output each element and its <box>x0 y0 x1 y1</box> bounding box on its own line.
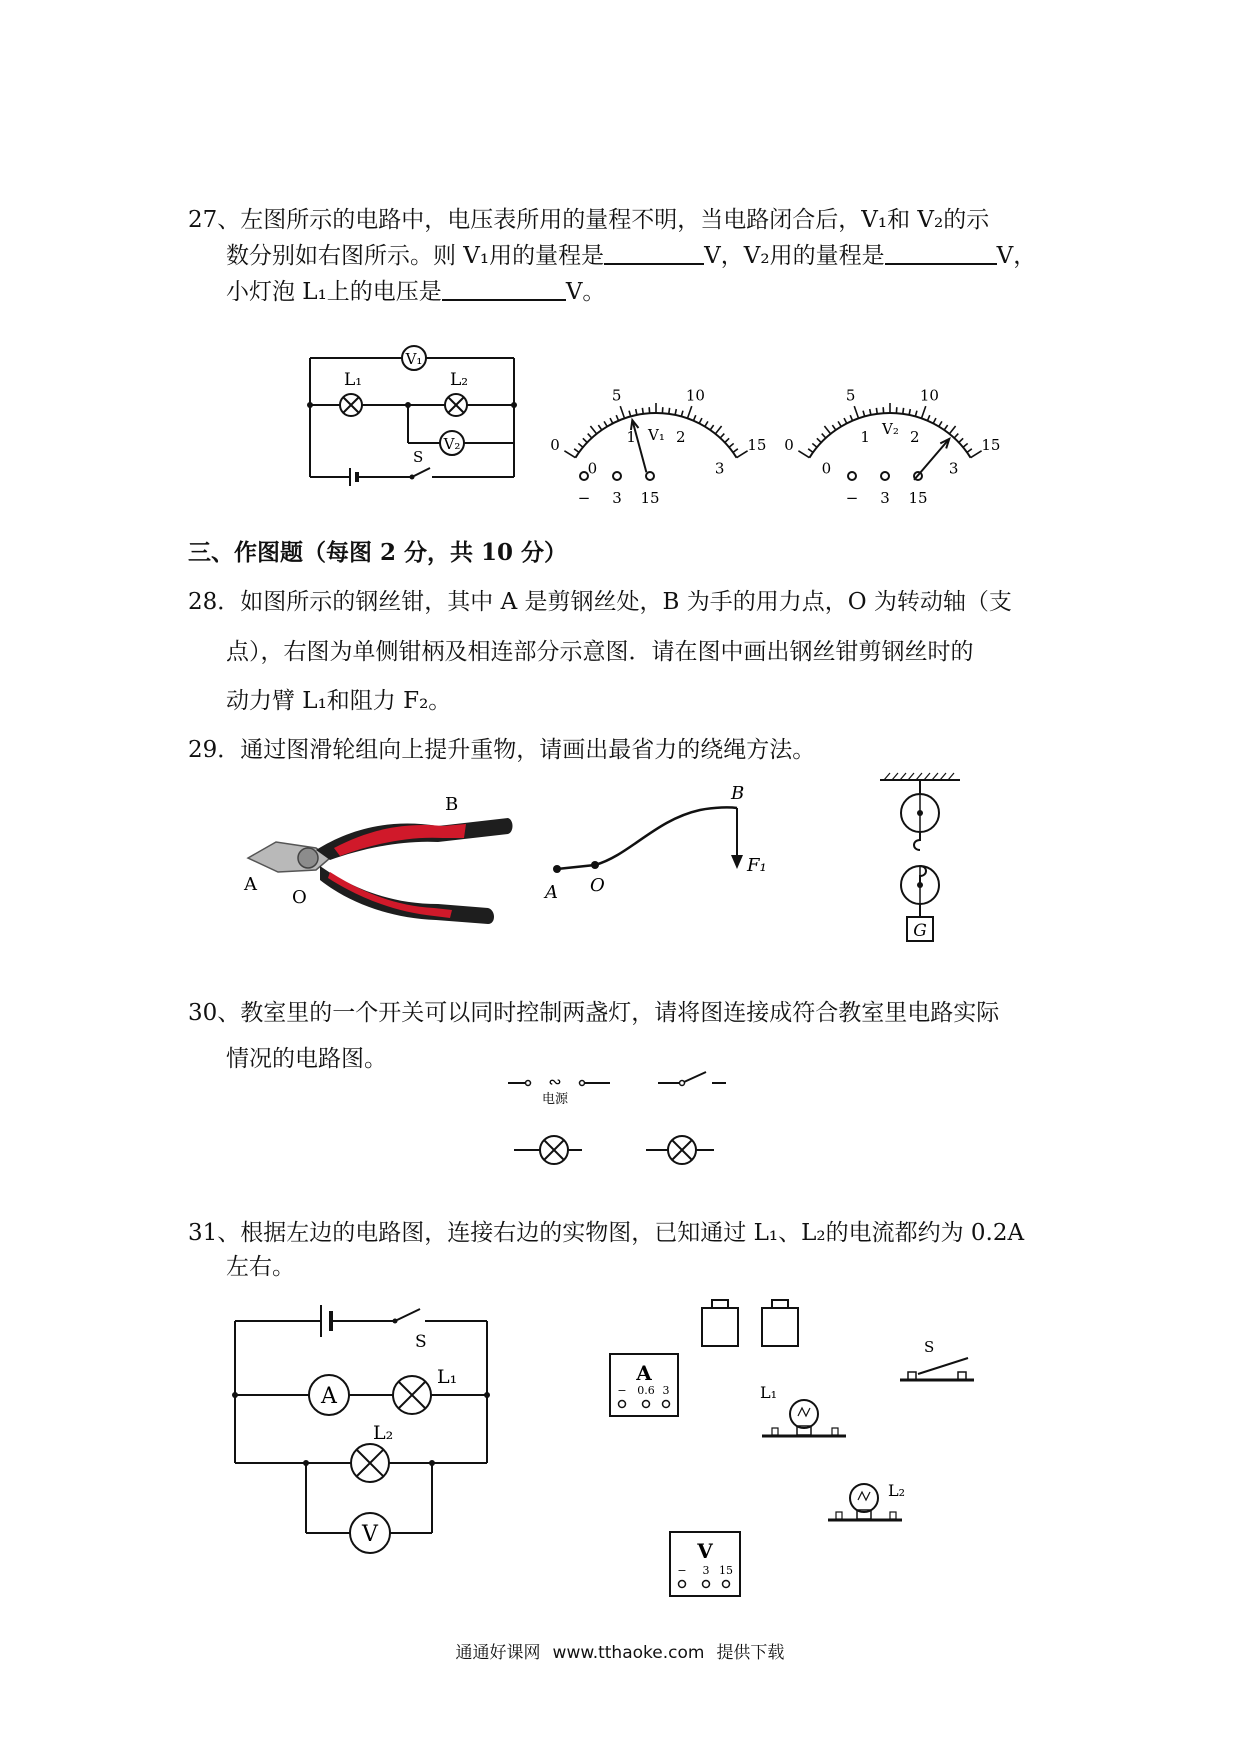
lever-schematic <box>535 785 775 905</box>
bulb-l2-label: L₂ <box>888 1481 906 1500</box>
q31-line1 <box>188 1218 1024 1248</box>
q27-dial-v2-tick <box>921 406 925 418</box>
q31-circuit-label-l1: L₁ <box>437 1366 458 1388</box>
ammeter-device-label: A <box>636 1361 652 1385</box>
footer-url[interactable]: www.tthaoke.com <box>552 1643 705 1663</box>
q31-circuit-label-a: A <box>321 1384 337 1409</box>
q27-dial-v2-tick <box>832 425 835 430</box>
q27-text-2c: V， <box>996 243 1037 269</box>
answer-blank-v1-range[interactable] <box>604 241 704 265</box>
voltmeter-terminal-3: 3 <box>702 1564 710 1577</box>
lever-label-a: A <box>545 882 558 903</box>
q27-dial-v1-tick <box>574 449 579 453</box>
q27-dial-v2-tick <box>927 415 929 421</box>
pliers-label-b: B <box>445 794 459 815</box>
q27-text-3b: V。 <box>565 279 606 305</box>
ammeter-terminal-negative: − <box>617 1384 627 1397</box>
q28-text-1: 如图所示的钢丝钳，其中 A 是剪钢丝处，B 为手的用力点，O 为转动轴（支 <box>240 589 1012 615</box>
pliers-label-a: A <box>244 874 257 895</box>
q27-text-1: 左图所示的电路中，电压表所用的量程不明，当电路闭合后，V₁和 V₂的示 <box>240 207 990 233</box>
q27-dial-v1-tick <box>636 409 637 415</box>
q27-dial-v1-terminal-15: 15 <box>640 489 660 507</box>
lever-arm <box>557 807 737 869</box>
q27-dial-v2-tick <box>933 418 936 423</box>
q27-dial-v1-tick <box>583 438 587 442</box>
q30-components <box>500 1068 750 1173</box>
q27-dial-v2-bottom-tick-label: 2 <box>910 428 920 447</box>
q27-dial-v2-tick <box>824 426 830 434</box>
q27-dial-v1-tick <box>715 426 721 434</box>
q27-dial-v1-tick <box>737 451 748 458</box>
q30-line1 <box>188 998 999 1028</box>
q27-dial-v2-tick <box>909 409 910 415</box>
q31-number: 31、 <box>188 1220 241 1246</box>
ammeter-terminal-3: 3 <box>662 1384 670 1397</box>
q27-line1 <box>188 205 989 235</box>
q27-dial-v1-tick <box>675 409 676 415</box>
q27-dial-v1-tick <box>720 434 724 438</box>
lever-label-f1: F₁ <box>747 855 767 876</box>
q27-dial-v1-terminal-negative: − <box>577 489 591 507</box>
q27-dial-v2-top-tick-label: 10 <box>919 386 939 405</box>
q28-line1 <box>188 587 1012 617</box>
q27-dial-v2-terminal-3: 3 <box>880 489 890 507</box>
q28-line3: 动力臂 L₁和阻力 F₂。 <box>226 688 452 714</box>
q27-dial-v1-bottom-tick-label: 3 <box>714 459 725 478</box>
q27-dial-v1-top-tick-label: 5 <box>611 386 622 405</box>
q27-dial-v1-tick <box>564 451 575 458</box>
q31-circuit-label-s: S <box>415 1332 427 1352</box>
q27-dial-v2-tick <box>854 406 858 418</box>
answer-blank-l1-voltage[interactable] <box>442 277 566 301</box>
q27-dial-v2-tick <box>949 426 955 434</box>
knife-switch-label: S <box>924 1338 935 1356</box>
q27-dial-v1-label: V₁ <box>648 426 665 444</box>
q29-line1 <box>188 735 815 765</box>
q27-dial-v1-bottom-tick-label: 2 <box>676 428 686 447</box>
q27-dial-v2-tick <box>971 451 982 458</box>
pliers-label-o: O <box>292 887 307 908</box>
ammeter-terminal-0-6: 0.6 <box>637 1384 655 1397</box>
q27-dial-v1-tick <box>616 415 618 421</box>
q27-text-2b: V，V₂用的量程是 <box>704 243 885 269</box>
q27-dial-v2-tick <box>967 449 972 453</box>
q27-dial-v2-tick <box>844 418 847 423</box>
q30-line2: 情况的电路图。 <box>226 1046 387 1072</box>
lever-label-b: B <box>731 783 745 804</box>
q27-dial-v1-tick <box>620 406 624 418</box>
footer-suffix: 提供下载 <box>716 1643 785 1663</box>
q27-dial-v1-tick <box>733 449 738 453</box>
q27-dial-v2-label: V₂ <box>882 420 899 438</box>
q27-dial-v2-tick <box>838 421 841 426</box>
q27-dial-v1-tick <box>604 421 607 426</box>
q27-dial-v2-tick <box>963 443 968 447</box>
q27-dial-v2-top-tick-label: 5 <box>845 386 856 405</box>
q27-dial-v1-tick <box>693 415 695 421</box>
q27-dial-v2-tick <box>954 434 958 438</box>
q27-dial-v1-tick <box>590 426 596 434</box>
q27-dial-v2-tick <box>915 411 917 417</box>
q27-dial-v2-tick <box>863 411 865 417</box>
voltmeter-terminal-negative: − <box>677 1564 687 1577</box>
q30-text-1: 教室里的一个开关可以同时控制两盏灯，请将图连接成符合教室里电路实际 <box>240 1000 1000 1026</box>
q27-dial-v2-top-tick-label: 0 <box>784 435 794 454</box>
voltmeter-device-label: V <box>697 1539 713 1563</box>
q27-dial-v1-tick <box>578 443 583 447</box>
ac-source-label: 电源 <box>541 1092 569 1107</box>
pulley-system <box>868 770 988 960</box>
q27-dial-v1-bottom-tick-label: 0 <box>587 459 598 478</box>
q27-number: 27、 <box>188 207 241 233</box>
q27-dial-v2 <box>782 358 1002 508</box>
q27-dial-v1-tick <box>729 443 734 447</box>
q27-dial-v2-tick <box>939 421 942 426</box>
q28-number: 28． <box>188 589 241 615</box>
q27-dial-v2-terminal-negative: − <box>845 489 859 507</box>
lever-label-o: O <box>590 875 605 896</box>
bulb-l2 <box>850 1484 878 1512</box>
q27-dial-v1-tick <box>687 406 691 418</box>
q27-circuit-diagram <box>300 340 530 485</box>
footer-site-name: 通通好课网 <box>455 1643 541 1663</box>
pliers-lower-handle <box>320 866 494 924</box>
q27-dial-v2-tick <box>822 434 826 438</box>
q27-dial-v2-tick <box>944 425 947 430</box>
q27-dial-v1-tick <box>588 434 592 438</box>
q27-dial-v1-top-tick-label: 10 <box>685 386 705 405</box>
q27-dial-v1-tick <box>642 408 643 414</box>
q27-dial-v2-top-tick-label: 15 <box>981 435 1001 454</box>
q27-dial-v1-top-tick-label: 0 <box>550 435 560 454</box>
q27-line2 <box>226 241 1036 271</box>
q27-line3 <box>226 277 605 307</box>
q31-circuit-diagram <box>225 1285 500 1575</box>
q28-line2: 点），右图为单侧钳柄及相连部分示意图．请在图中画出钢丝钳剪钢丝时的 <box>226 639 974 665</box>
q27-dial-v1-tick <box>725 438 729 442</box>
q27-text-3a: 小灯泡 L₁上的电压是 <box>226 279 442 305</box>
page-footer <box>0 1638 1240 1663</box>
q31-line2: 左右。 <box>226 1254 295 1280</box>
q27-dial-v2-tick <box>903 408 904 414</box>
battery-cell-1 <box>702 1308 738 1346</box>
pliers-illustration <box>238 790 518 925</box>
q27-dial-v1-tick <box>705 421 708 426</box>
q29-number: 29． <box>188 737 241 763</box>
bulb-l1-label: L₁ <box>760 1383 778 1402</box>
q27-dial-v2-tick <box>876 408 877 414</box>
q27-dial-v2-tick <box>817 438 821 442</box>
q27-circuit-label-l2: L₂ <box>450 370 469 390</box>
q27-dial-v2-tick <box>850 415 852 421</box>
movable-pulley-hook <box>920 866 926 884</box>
lever-point-o <box>591 861 599 869</box>
section-3-title: 三、作图题（每图 2 分，共 10 分） <box>188 539 568 566</box>
q27-circuit-label-v2: V₂ <box>443 435 461 453</box>
q27-dial-v1 <box>548 358 768 508</box>
q27-circuit-label-l1: L₁ <box>344 370 363 390</box>
q30-number: 30、 <box>188 1000 241 1026</box>
battery-cell-2 <box>762 1308 798 1346</box>
q31-circuit-label-l2: L₂ <box>373 1422 394 1444</box>
q27-dial-v2-bottom-tick-label: 0 <box>821 459 832 478</box>
bulb-l1 <box>790 1400 818 1428</box>
q27-dial-v2-tick <box>870 409 871 415</box>
q27-dial-v2-terminal-15: 15 <box>908 489 928 507</box>
q27-dial-v1-tick <box>710 425 713 430</box>
q31-circuit-label-v: V <box>362 1522 378 1547</box>
fixed-pulley-hook <box>914 832 920 850</box>
answer-blank-v2-range[interactable] <box>885 241 997 265</box>
voltmeter-terminal-15: 15 <box>719 1564 733 1577</box>
q27-dial-v1-tick <box>669 408 670 414</box>
weight-label-g: G <box>913 921 927 941</box>
q27-dial-v1-tick <box>598 425 601 430</box>
q27-circuit-label-v1: V₁ <box>405 350 423 368</box>
ac-source-symbol: ∾ <box>548 1072 562 1091</box>
q27-dial-v2-tick <box>959 438 963 442</box>
lever-point-a <box>553 865 561 873</box>
q27-dial-v1-tick <box>610 418 613 423</box>
q27-dial-v1-tick <box>629 411 631 417</box>
q27-text-2a: 数分别如右图所示。则 V₁用的量程是 <box>226 243 605 269</box>
q27-dial-v1-tick <box>699 418 702 423</box>
q27-dial-v1-tick <box>681 411 683 417</box>
q27-dial-v2-bottom-tick-label: 3 <box>948 459 959 478</box>
q27-dial-v1-bottom-tick-label: 1 <box>626 428 636 447</box>
pliers-pivot <box>298 848 318 868</box>
q29-text-1: 通过图滑轮组向上提升重物，请画出最省力的绕绳方法。 <box>240 737 816 763</box>
q31-physical-components <box>598 1290 998 1610</box>
q27-dial-v2-tick <box>798 451 809 458</box>
q27-dial-v1-terminal-3: 3 <box>612 489 622 507</box>
q27-dial-v2-tick <box>808 449 813 453</box>
q31-text-1: 根据左边的电路图，连接右边的实物图，已知通过 L₁、L₂的电流都约为 0.2A <box>240 1220 1025 1246</box>
q27-dial-v2-tick <box>812 443 817 447</box>
q27-dial-v2-bottom-tick-label: 1 <box>860 428 870 447</box>
q27-dial-v1-top-tick-label: 15 <box>747 435 767 454</box>
q27-circuit-label-s: S <box>413 448 424 466</box>
force-f1-arrowhead <box>731 855 743 869</box>
